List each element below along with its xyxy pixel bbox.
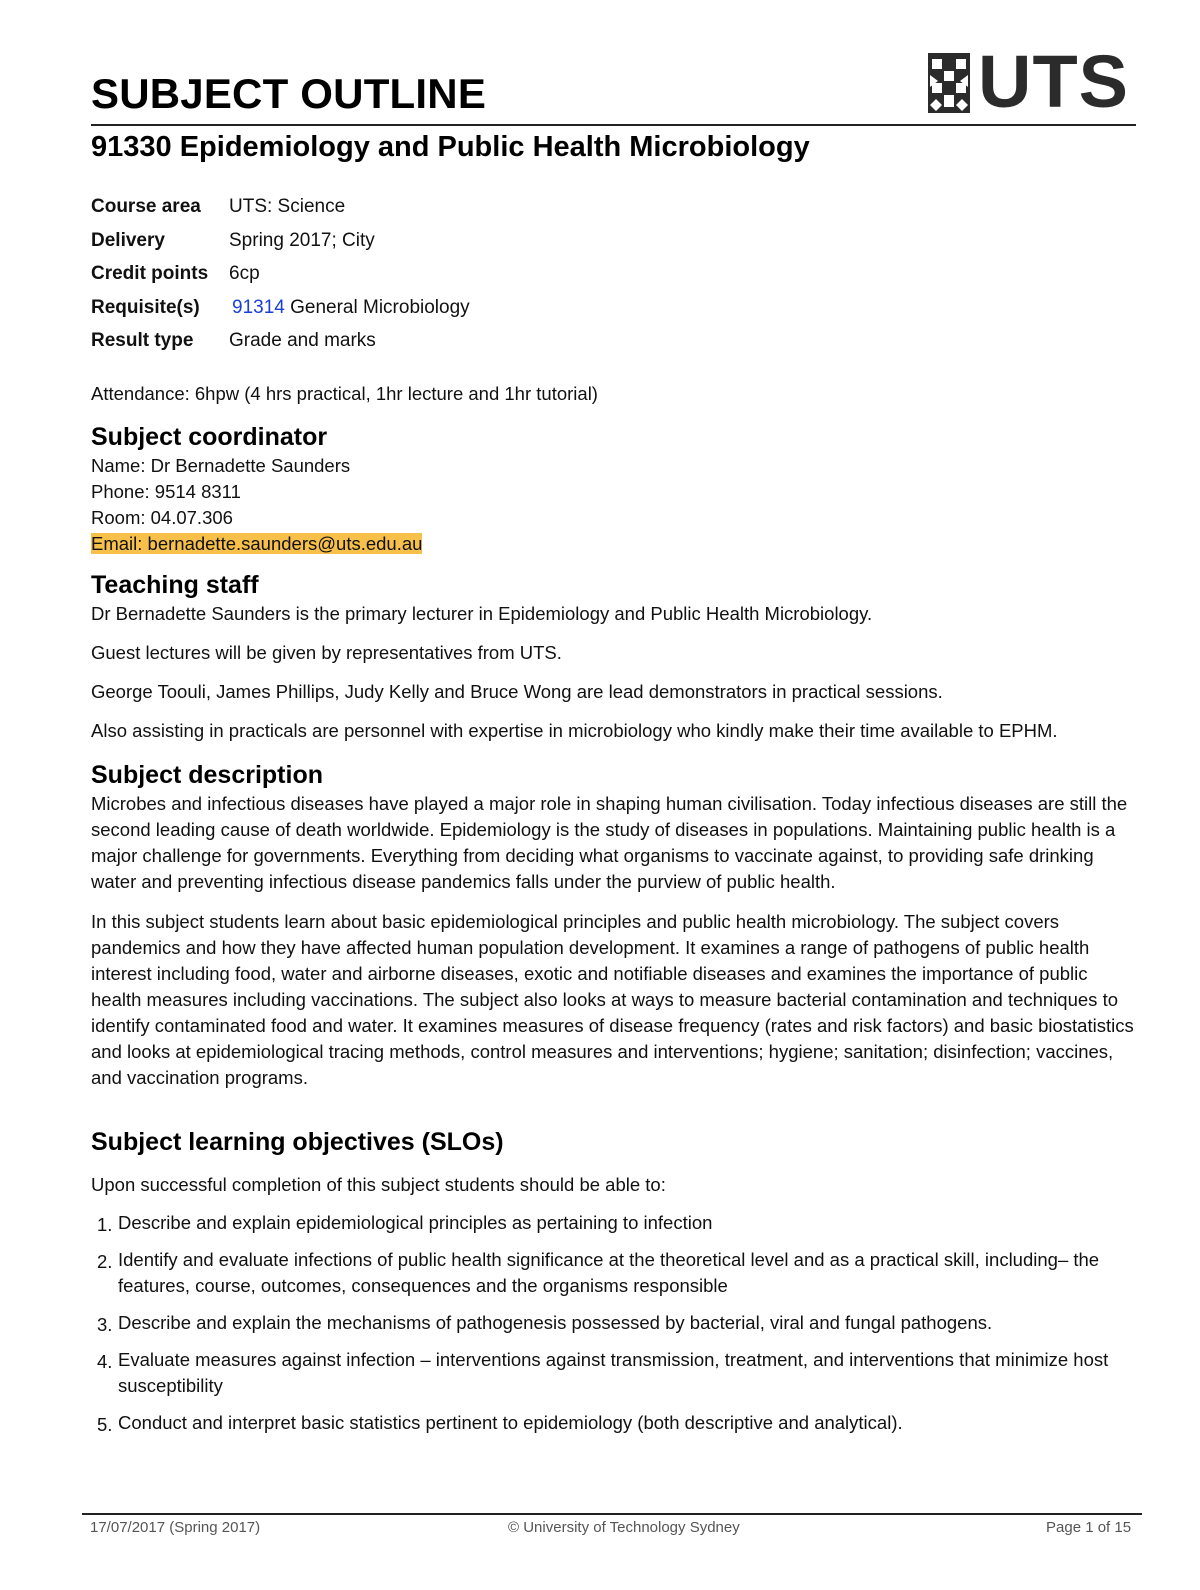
objective-number: 3. xyxy=(97,1314,113,1335)
objective-item xyxy=(91,1247,1136,1299)
description-paragraph: In this subject students learn about basic epidemiological principles and public health microbiology. The subject covers pandemics and how they have affected human population development. It examines a range of pathogens of public health interest including food, water and airborne diseases, exotic and notifiable diseases and examines the importance of public health measures including vaccinations. The subject also looks at ways to measure bacterial contamination and techniques to identify contaminated food and water. It examines measures of disease frequency (rates and risk factors) and basic biostatistics and looks at epidemiological tracing methods, control measures and interventions; hygiene; sanitation; disinfection; vaccines, and vaccination programs. xyxy=(91,911,1134,1088)
teaching-staff-section xyxy=(91,569,1058,757)
objective-item xyxy=(91,1210,1136,1236)
requisite-link[interactable]: 91314 xyxy=(232,296,285,318)
objective-text: Describe and explain epidemiological principles as pertaining to infection xyxy=(118,1212,713,1233)
teaching-paragraph: Guest lectures will be given by representatives from UTS. xyxy=(91,642,562,663)
footer-copyright: © University of Technology Sydney xyxy=(508,1519,740,1536)
section-heading: Subject coordinator xyxy=(91,423,328,451)
teaching-paragraph: Also assisting in practicals are personnel with expertise in microbiology who kindly make their time available to EPHM. xyxy=(91,720,1058,741)
objective-text: Describe and explain the mechanisms of pathogenesis possessed by bacterial, viral and fungal pathogens. xyxy=(118,1312,993,1333)
footer-date: 17/07/2017 (Spring 2017) xyxy=(90,1519,261,1536)
meta-value: Grade and marks xyxy=(229,330,376,351)
objective-number: 4. xyxy=(97,1351,113,1372)
objective-item xyxy=(91,1410,1136,1436)
objective-item xyxy=(91,1310,1136,1336)
meta-result-type xyxy=(91,326,470,360)
attendance-text: Attendance: 6hpw (4 hrs practical, 1hr lecture and 1hr tutorial) xyxy=(91,383,598,404)
objective-text: Evaluate measures against infection – interventions against transmission, treatment, and interventions that minimize host susceptibility xyxy=(118,1349,1109,1396)
objective-number: 2. xyxy=(97,1251,113,1272)
coordinator-room: Room: 04.07.306 xyxy=(91,507,233,528)
uts-logo xyxy=(928,40,1129,123)
footer-rule xyxy=(82,1513,1142,1515)
meta-course-area xyxy=(91,192,470,226)
objectives-intro: Upon successful completion of this subject students should be able to: xyxy=(91,1174,666,1195)
coordinator-email[interactable]: Email: bernadette.saunders@uts.edu.au xyxy=(91,533,423,554)
objectives-section xyxy=(91,1126,1136,1447)
objective-item xyxy=(91,1347,1136,1399)
meta-label: Result type xyxy=(91,330,194,351)
objectives-list xyxy=(91,1210,1136,1436)
teaching-paragraph: George Toouli, James Phillips, Judy Kelly and Bruce Wong are lead demonstrators in practical sessions. xyxy=(91,681,943,702)
meta-label: Course area xyxy=(91,196,201,217)
footer-page-number: Page 1 of 15 xyxy=(1046,1519,1132,1536)
objective-text: Identify and evaluate infections of public health significance at the theoretical level and as a practical skill, including– the features, course, outcomes, consequences and the organisms responsible xyxy=(118,1249,1100,1296)
coordinator-name: Name: Dr Bernadette Saunders xyxy=(91,455,351,476)
meta-value: 6cp xyxy=(229,263,260,284)
section-heading: Subject description xyxy=(91,761,323,789)
coordinator-section xyxy=(91,421,422,557)
meta-requisites xyxy=(91,293,470,327)
coordinator-phone: Phone: 9514 8311 xyxy=(91,481,241,502)
meta-label: Requisite(s) xyxy=(91,296,200,318)
teaching-paragraph: Dr Bernadette Saunders is the primary lecturer in Epidemiology and Public Health Microbiology. xyxy=(91,603,873,624)
meta-credit-points xyxy=(91,259,470,293)
meta-delivery xyxy=(91,226,470,260)
description-section xyxy=(91,759,1136,1105)
uts-crest-icon xyxy=(928,53,970,113)
subject-meta xyxy=(91,192,470,360)
objective-text: Conduct and interpret basic statistics pertinent to epidemiology (both descriptive and analytical). xyxy=(118,1412,903,1433)
meta-value: UTS: Science xyxy=(229,196,346,217)
header-rule xyxy=(91,124,1136,126)
description-paragraph: Microbes and infectious diseases have played a major role in shaping human civilisation. Today infectious diseases are still the second leading cause of death worldwide. Epidemiology is the study of diseases in populations. Maintaining public health is a major challenge for governments. Everything from deciding what organisms to vaccinate against, to providing safe drinking water and preventing infectious disease pandemics falls under the purview of public health. xyxy=(91,793,1128,892)
meta-value: Spring 2017; City xyxy=(229,229,375,251)
logo-wordmark: UTS xyxy=(978,40,1129,123)
objective-number: 5. xyxy=(97,1414,113,1435)
meta-label: Credit points xyxy=(91,263,209,284)
objective-number: 1. xyxy=(97,1214,113,1235)
meta-label: Delivery xyxy=(91,229,165,251)
section-heading: Teaching staff xyxy=(91,571,259,599)
document-title: SUBJECT OUTLINE xyxy=(91,70,487,117)
meta-value: General Microbiology xyxy=(284,296,470,318)
subject-title: 91330 Epidemiology and Public Health Microbiology xyxy=(91,131,810,163)
section-heading: Subject learning objectives (SLOs) xyxy=(91,1128,504,1156)
